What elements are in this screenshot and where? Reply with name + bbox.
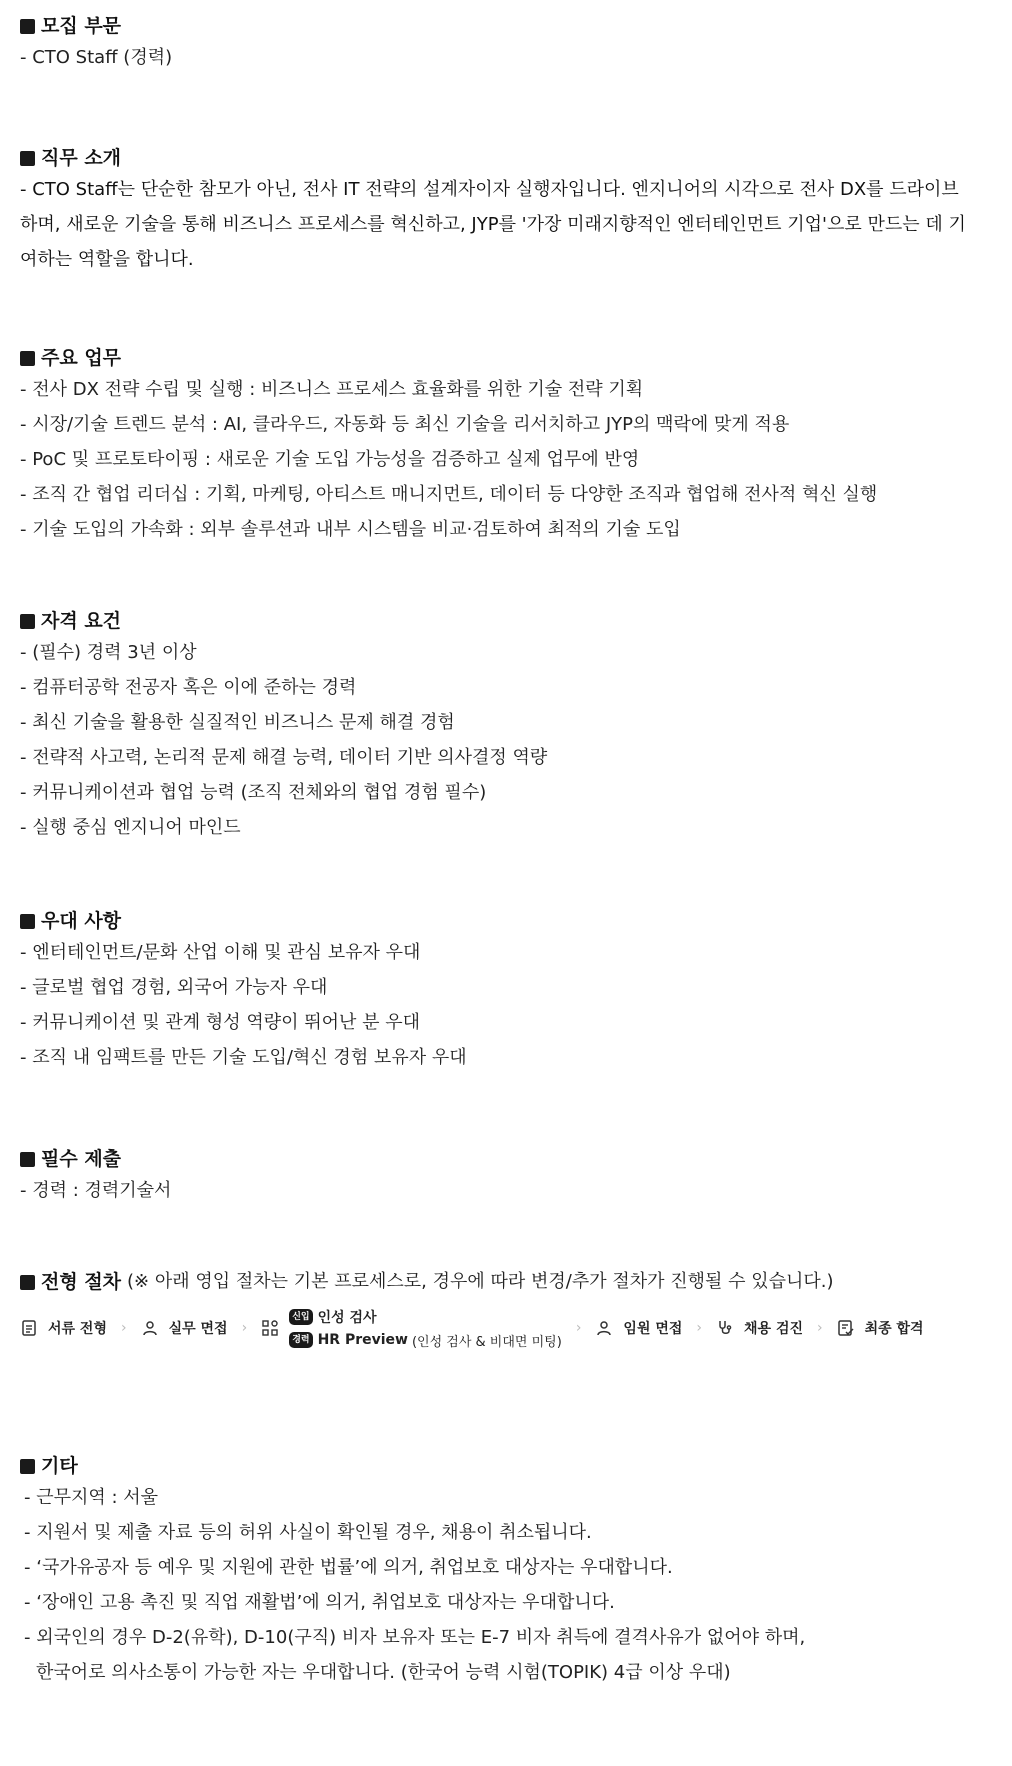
- job-posting: [20, 12, 980, 1690]
- duty-item: - 기술 도입의 가속화 : 외부 솔루션과 내부 시스템을 비교·검토하여 최적의 기술 도입: [20, 519, 681, 540]
- square-bullet-icon: [20, 614, 35, 629]
- required-docs-item: - 경력 : 경력기술서: [20, 1180, 172, 1201]
- section-title-required-docs: 필수 제출: [20, 1145, 980, 1173]
- intro-paragraph: - CTO Staff는 단순한 참모가 아닌, 전사 IT 전략의 설계자이자 실행자입니다. 엔지니어의 시각으로 전사 DX를 드라이브 하며, 새로운 기술을 통해 비즈니스 프로세스를 혁신하고, JYP를 '가장 미래지향적인 엔터테인먼트 기업'으로 만드는 데 기 여하는 역할을 합니다.: [20, 179, 966, 270]
- person-icon: [595, 1319, 613, 1337]
- etc-item: - ‘국가유공자 등 예우 및 지원에 관한 법률’에 의거, 취업보호 대상자는 우대합니다.: [24, 1557, 673, 1578]
- section-title-intro: 직무 소개: [20, 144, 980, 172]
- step-personality-test: 신입 인성 검사 경력 HR Preview (인성 검사 & 비대면 미팅): [261, 1307, 562, 1350]
- section-title-etc: 기타: [20, 1452, 980, 1480]
- etc-item: - 근무지역 : 서울: [24, 1487, 159, 1508]
- preferred-item: - 조직 내 임팩트를 만든 기술 도입/혁신 경험 보유자 우대: [20, 1047, 467, 1068]
- square-bullet-icon: [20, 1152, 35, 1167]
- document-icon: [20, 1319, 38, 1337]
- step-medical-checkup: 채용 검진: [716, 1318, 803, 1338]
- section-title-qualifications: 자격 요건: [20, 607, 980, 635]
- chevron-right-icon: ›: [241, 1320, 248, 1336]
- process-note: (※ 아래 영입 절차는 기본 프로세스로, 경우에 따라 변경/추가 절차가 진행될 수 있습니다.): [127, 1271, 834, 1292]
- step-executive-interview: 임원 면접: [595, 1318, 682, 1338]
- preferred-item: - 글로벌 협업 경험, 외국어 가능자 우대: [20, 977, 328, 998]
- step-practical-interview: 실무 면접: [141, 1318, 228, 1338]
- qualification-item: - 컴퓨터공학 전공자 혹은 이에 준하는 경력: [20, 677, 357, 698]
- section-title-duties: 주요 업무: [20, 344, 980, 372]
- recruit-line: - CTO Staff (경력): [20, 47, 173, 68]
- preferred-item: - 커뮤니케이션 및 관계 형성 역량이 뛰어난 분 우대: [20, 1012, 421, 1033]
- etc-item: - ‘장애인 고용 촉진 및 직업 재활법’에 의거, 취업보호 대상자는 우대합니다.: [24, 1592, 615, 1613]
- square-bullet-icon: [20, 1275, 35, 1290]
- step-final-pass: 최종 합격: [837, 1318, 924, 1338]
- checklist-icon: [837, 1319, 855, 1337]
- experienced-badge: 경력: [289, 1332, 312, 1348]
- qualification-item: - (필수) 경력 3년 이상: [20, 642, 197, 663]
- square-bullet-icon: [20, 19, 35, 34]
- etc-item-continuation: 한국어로 의사소통이 가능한 자는 우대합니다. (한국어 능력 시험(TOPIK) 4급 이상 우대): [36, 1662, 731, 1683]
- duty-item: - 전사 DX 전략 수립 및 실행 : 비즈니스 프로세스 효율화를 위한 기술 전략 기획: [20, 379, 644, 400]
- duty-item: - 조직 간 협업 리더십 : 기획, 마케팅, 아티스트 매니지먼트, 데이터 등 다양한 조직과 협업해 전사적 혁신 실행: [20, 484, 878, 505]
- process-steps: [20, 1300, 980, 1356]
- duty-item: - 시장/기술 트렌드 분석 : AI, 클라우드, 자동화 등 최신 기술을 리서치하고 JYP의 맥락에 맞게 적용: [20, 414, 790, 435]
- chevron-right-icon: ›: [696, 1320, 703, 1336]
- qualification-item: - 커뮤니케이션과 협업 능력 (조직 전체와의 협업 경험 필수): [20, 782, 487, 803]
- section-title-recruit: 모집 부문: [20, 12, 980, 40]
- person-icon: [141, 1319, 159, 1337]
- square-bullet-icon: [20, 351, 35, 366]
- etc-item: - 지원서 및 제출 자료 등의 허위 사실이 확인될 경우, 채용이 취소됩니다.: [24, 1522, 592, 1543]
- square-bullet-icon: [20, 151, 35, 166]
- chevron-right-icon: ›: [817, 1320, 823, 1336]
- new-hire-badge: 신입: [289, 1309, 312, 1325]
- etc-item: - 외국인의 경우 D-2(유학), D-10(구직) 비자 보유자 또는 E-7 비자 취득에 결격사유가 없어야 하며,: [24, 1627, 806, 1648]
- grid-icon: [261, 1319, 279, 1337]
- section-title-preferred: 우대 사항: [20, 907, 980, 935]
- qualification-item: - 최신 기술을 활용한 실질적인 비즈니스 문제 해결 경험: [20, 712, 455, 733]
- qualification-item: - 실행 중심 엔지니어 마인드: [20, 817, 241, 838]
- stethoscope-icon: [716, 1319, 734, 1337]
- step-document-screening: 서류 전형: [20, 1318, 107, 1338]
- duty-item: - PoC 및 프로토타이핑 : 새로운 기술 도입 가능성을 검증하고 실제 업무에 반영: [20, 449, 640, 470]
- square-bullet-icon: [20, 1459, 35, 1474]
- section-title-process: 전형 절차 (※ 아래 영입 절차는 기본 프로세스로, 경우에 따라 변경/추가 절차가 진행될 수 있습니다.): [20, 1268, 980, 1296]
- qualification-item: - 전략적 사고력, 논리적 문제 해결 능력, 데이터 기반 의사결정 역량: [20, 747, 548, 768]
- preferred-item: - 엔터테인먼트/문화 산업 이해 및 관심 보유자 우대: [20, 942, 421, 963]
- chevron-right-icon: ›: [575, 1320, 582, 1336]
- chevron-right-icon: ›: [120, 1320, 127, 1336]
- square-bullet-icon: [20, 914, 35, 929]
